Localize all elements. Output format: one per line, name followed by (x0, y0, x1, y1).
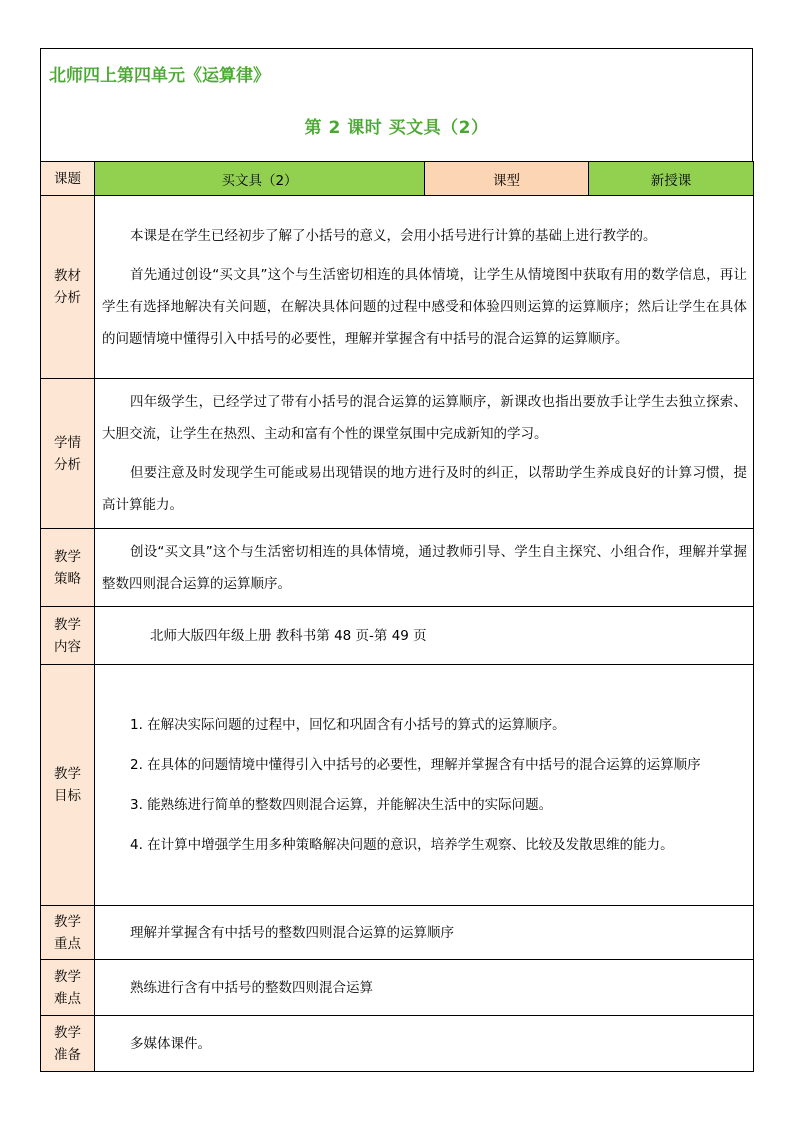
lesson-plan-page (40, 48, 753, 1072)
materials-label-line1: 教材 (54, 268, 81, 284)
goal-item: 2. 在具体的问题情境中懂得引入中括号的必要性，理解并掌握含有中括号的混合运算的运算顺序 (130, 757, 701, 773)
type-label: 课型 (425, 162, 589, 196)
materials-paragraph: 本课是在学生已经初步了解了小括号的意义，会用小括号进行计算的基础上进行教学的。 (130, 227, 657, 244)
goal-item: 1. 在解决实际问题的过程中，回忆和巩固含有小括号的算式的运算顺序。 (130, 717, 566, 733)
strategy-content (95, 529, 754, 607)
content-text: 北师大版四年级上册 教科书第 48 页-第 49 页 (95, 607, 754, 665)
students-row (41, 379, 754, 529)
strategy-label-line1: 教学 (54, 548, 81, 565)
materials-paragraph: 首先通过创设“买文具”这个与生活密切相连的具体情境，让学生从情境图中获取有用的数学信息，再让学生有选择地解决有关问题，在解决具体问题的过程中感受和体验四则运算的运算顺序；然后让学生在具体的问题情境中懂得引入中括号的必要性，理解并掌握含有中括号的混合运算的运算顺序。 (102, 266, 747, 347)
key-points-row (41, 906, 754, 960)
goal-item: 3. 能熟练进行简单的整数四则混合运算，并能解决生活中的实际问题。 (130, 797, 553, 813)
key-points-label-line2: 重点 (54, 935, 81, 952)
difficulties-text: 熟练进行含有中括号的整数四则混合运算 (95, 960, 754, 1016)
preparation-text: 多媒体课件。 (95, 1016, 754, 1072)
content-label-line2: 内容 (54, 638, 81, 655)
preparation-label (41, 1016, 95, 1072)
goals-label-line1: 教学 (54, 766, 81, 782)
goals-label-line2: 目标 (54, 788, 81, 804)
preparation-row (41, 1016, 754, 1072)
topic-value: 买文具（2） (95, 162, 425, 196)
goals-content (95, 665, 754, 906)
key-points-text: 理解并掌握含有中括号的整数四则混合运算的运算顺序 (95, 906, 754, 960)
goals-label (41, 665, 95, 906)
difficulties-label (41, 960, 95, 1016)
strategy-label-line2: 策略 (54, 570, 81, 587)
topic-row (41, 162, 754, 196)
students-paragraph: 四年级学生，已经学过了带有小括号的混合运算的运算顺序，新课改也指出要放手让学生去独立探索、大胆交流，让学生在热烈、主动和富有个性的课堂氛围中完成新知的学习。 (102, 394, 747, 442)
goals-row (41, 665, 754, 906)
topic-label: 课题 (41, 162, 95, 196)
difficulties-row (41, 960, 754, 1016)
materials-content (95, 196, 754, 379)
key-points-label (41, 906, 95, 960)
type-value: 新授课 (589, 162, 754, 196)
difficulties-label-line1: 教学 (54, 968, 81, 985)
materials-row (41, 196, 754, 379)
strategy-paragraph: 创设“买文具”这个与生活密切相连的具体情境，通过教师引导、学生自主探究、小组合作，理解并掌握整数四则混合运算的运算顺序。 (102, 543, 747, 592)
content-label-line1: 教学 (54, 616, 81, 633)
strategy-label (41, 529, 95, 607)
materials-label-line2: 分析 (54, 290, 81, 306)
students-label (41, 379, 95, 529)
unit-title: 北师四上第四单元《运算律》 (49, 66, 270, 86)
content-label (41, 607, 95, 665)
students-content (95, 379, 754, 529)
students-label-line1: 学情 (54, 434, 81, 451)
strategy-row (41, 529, 754, 607)
students-label-line2: 分析 (54, 456, 81, 473)
document-header (40, 48, 753, 161)
students-paragraph: 但要注意及时发现学生可能或易出现错误的地方进行及时的纠正，以帮助学生养成良好的计算习惯，提高计算能力。 (102, 465, 747, 513)
difficulties-label-line2: 难点 (54, 990, 81, 1007)
materials-label (41, 196, 95, 379)
preparation-label-line2: 准备 (54, 1046, 81, 1063)
lesson-title: 第 2 课时 买文具（2） (304, 118, 489, 138)
content-row (41, 607, 754, 665)
preparation-label-line1: 教学 (54, 1024, 81, 1041)
key-points-label-line1: 教学 (54, 913, 81, 930)
lesson-plan-table (40, 161, 754, 1072)
goal-item: 4. 在计算中增强学生用多种策略解决问题的意识，培养学生观察、比较及发散思维的能力。 (130, 837, 674, 853)
